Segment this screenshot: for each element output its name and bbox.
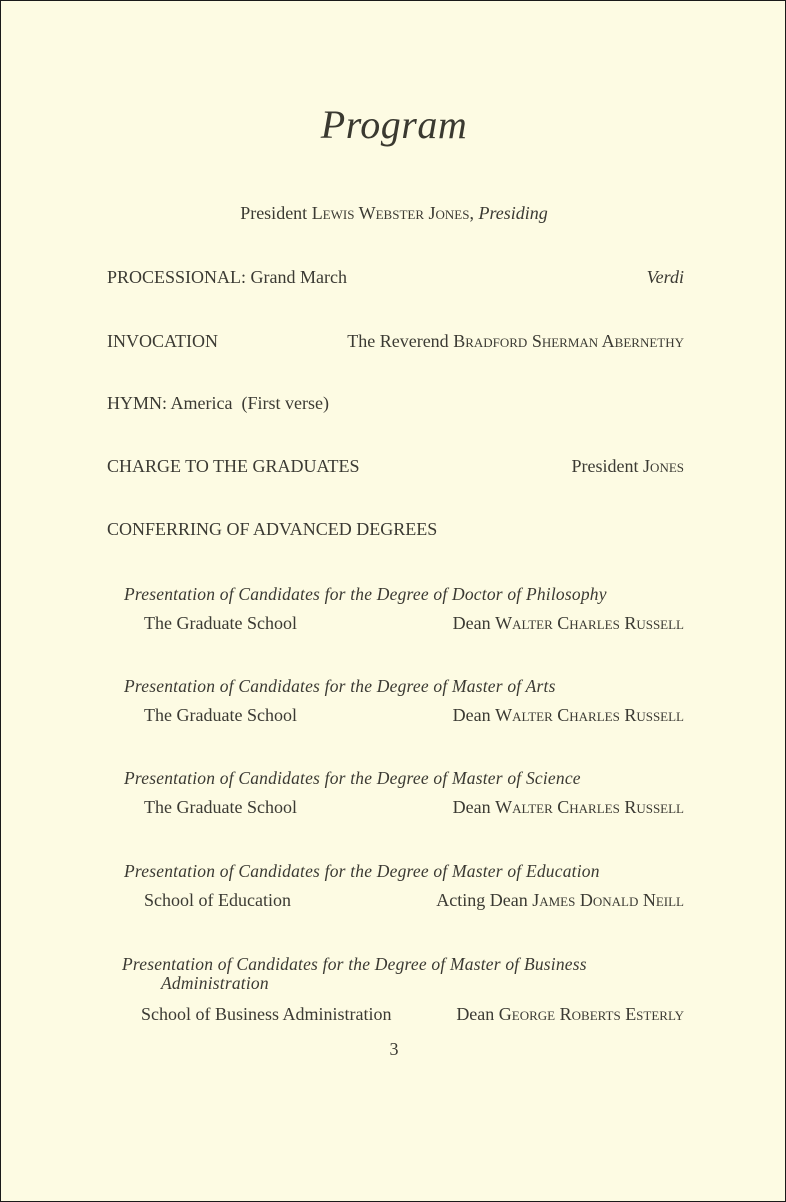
presiding-prefix: President bbox=[240, 203, 312, 223]
presenter-name: Walter Charles Russell bbox=[495, 705, 684, 725]
presenter-name: James Donald Neill bbox=[532, 890, 684, 910]
presentation-heading: Presentation of Candidates for the Degree of Master of Science bbox=[124, 768, 581, 788]
item-hymn: HYMN: America (First verse) bbox=[107, 393, 329, 413]
presenter-name: George Roberts Esterly bbox=[498, 1004, 684, 1024]
presentation-presenter bbox=[453, 797, 684, 818]
presiding-name: Lewis Webster Jones bbox=[311, 203, 470, 223]
presiding-role: Presiding bbox=[478, 203, 548, 223]
presiding-suffix: , bbox=[469, 203, 479, 223]
presentation-school: The Graduate School bbox=[144, 797, 297, 817]
officiant-name: Bradford Sherman Abernethy bbox=[453, 331, 684, 351]
presentation-presenter bbox=[456, 1004, 684, 1025]
presentation-school: School of Education bbox=[144, 890, 291, 910]
presentation-heading: Presentation of Candidates for the Degree of Master of Education bbox=[124, 861, 600, 881]
presentation-presenter bbox=[436, 890, 684, 911]
item-invocation-officiant bbox=[347, 331, 684, 352]
presentation-school: The Graduate School bbox=[144, 613, 297, 633]
item-charge-speaker bbox=[572, 456, 684, 477]
presenter-title: Dean bbox=[452, 797, 496, 817]
presentation-heading-continued: Administration bbox=[161, 973, 269, 993]
item-conferring: CONFERRING OF ADVANCED DEGREES bbox=[107, 519, 438, 539]
presentation-heading: Presentation of Candidates for the Degree of Master of Business bbox=[122, 954, 587, 974]
presentation-heading: Presentation of Candidates for the Degree of Master of Arts bbox=[124, 676, 556, 696]
presentation-school: The Graduate School bbox=[144, 705, 297, 725]
presentation-heading: Presentation of Candidates for the Degree of Doctor of Philosophy bbox=[124, 584, 607, 604]
speaker-prefix: President bbox=[571, 456, 644, 476]
presenter-title: Dean bbox=[452, 613, 496, 633]
presenter-name: Walter Charles Russell bbox=[495, 797, 684, 817]
officiant-prefix: The Reverend bbox=[347, 331, 454, 351]
item-charge: CHARGE TO THE GRADUATES bbox=[107, 456, 360, 476]
presentation-presenter bbox=[453, 705, 684, 726]
item-processional-composer: Verdi bbox=[646, 267, 684, 287]
presiding-line bbox=[1, 203, 786, 224]
presentation-presenter bbox=[453, 613, 684, 634]
item-invocation: INVOCATION bbox=[107, 331, 218, 351]
item-processional: PROCESSIONAL: Grand March bbox=[107, 267, 347, 287]
presenter-name: Walter Charles Russell bbox=[495, 613, 684, 633]
presenter-title: Dean bbox=[456, 1004, 499, 1024]
page-number: 3 bbox=[389, 1039, 399, 1059]
presentation-school: School of Business Administration bbox=[141, 1004, 392, 1024]
presenter-title: Dean bbox=[452, 705, 496, 725]
presenter-title: Acting Dean bbox=[436, 890, 533, 910]
page-title: Program bbox=[320, 102, 468, 147]
speaker-name: Jones bbox=[643, 456, 684, 476]
